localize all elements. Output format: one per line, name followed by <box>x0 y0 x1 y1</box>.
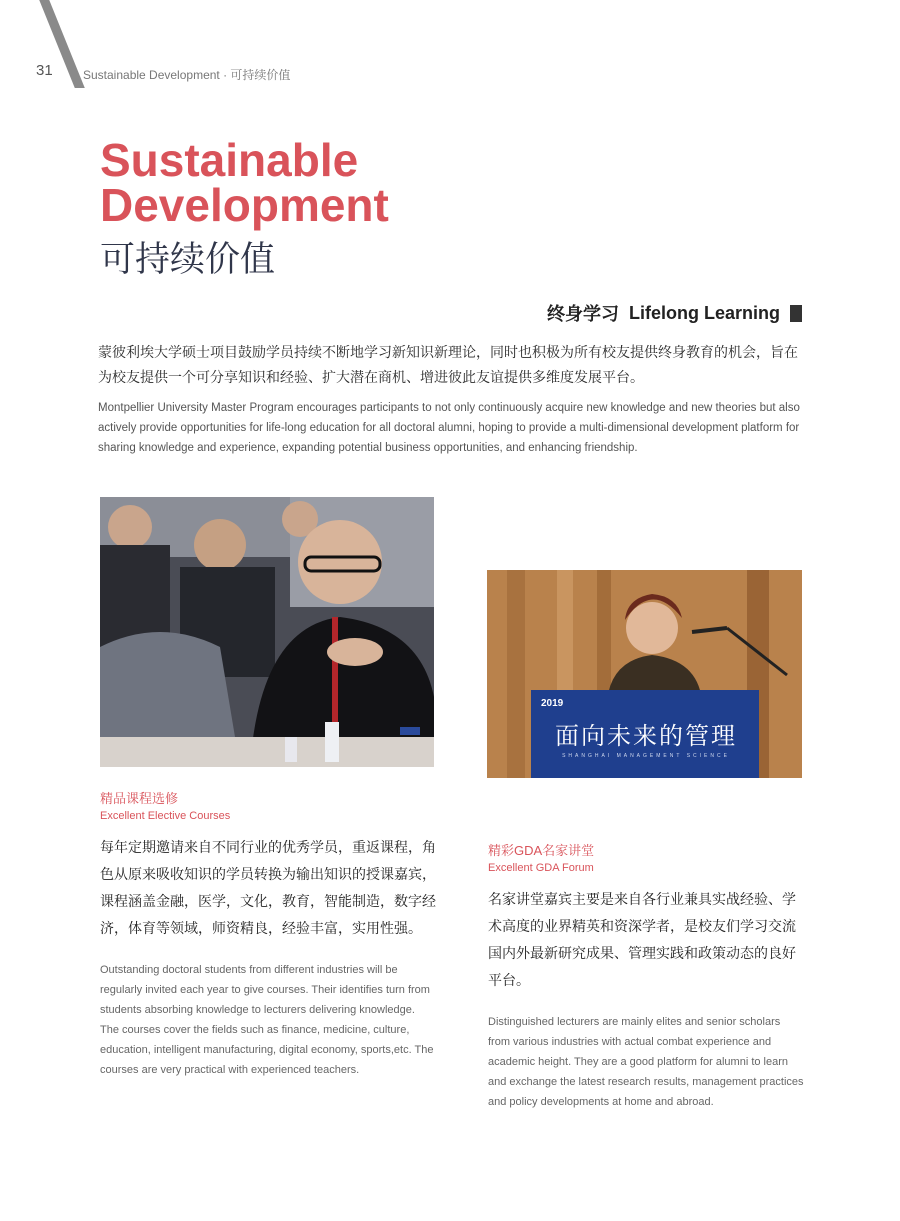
gda-forum-title-cn: 精彩GDA名家讲堂 <box>488 843 595 858</box>
page-title-cn: 可持续价值 <box>100 240 276 280</box>
classroom-speaker-photo <box>100 497 434 767</box>
gda-forum-title-en: Excellent GDA Forum <box>488 862 594 874</box>
elective-courses-body-en: Outstanding doctoral students from different industries will be regularly invited each year to give courses. Their identifies turn from students absorbing knowledge to lecturers delivering knowledge. The courses cover the fields such as finance, medicine, culture, education, intelligent manufacturing, digital economy, sports,etc. The courses are very practical with experienced teachers. <box>100 964 434 1076</box>
section-heading-cn: 终身学习 <box>547 304 619 324</box>
podium-banner-text: 面向未来的管理 <box>555 722 737 750</box>
gda-forum-body-cn: 名家讲堂嘉宾主要是来自各行业兼具实战经验、学术高度的业界精英和资深学者，是校友们学习交流国内外最新研究成果、管理实践和政策动态的良好平台。 <box>488 891 796 988</box>
section-heading <box>547 300 802 326</box>
classroom-photo-illustration <box>100 497 434 767</box>
elective-courses-body-cn: 每年定期邀请来自不同行业的优秀学员，重返课程，角色从原来吸收知识的学员转换为输出知识的授课嘉宾，课程涵盖金融，医学，文化，教育，智能制造，数字经济，体育等领域，师资精良，经验丰富，实用性强。 <box>100 839 436 936</box>
gda-forum-body-en: Distinguished lecturers are mainly elites and senior scholars from various industries with actual combat experience and academic height. They are a good platform for alumni to learn and exchange the latest research results, management practices and policy developments at home and abroad. <box>488 1016 804 1108</box>
intro-paragraph-cn: 蒙彼利埃大学硕士项目鼓励学员持续不断地学习新知识新理论，同时也积极为所有校友提供终身教育的机会，旨在为校友提供一个可分享知识和经验、扩大潜在商机、增进彼此友谊提供多维度发展平台。 <box>98 344 798 385</box>
page-title-en-line2: Development <box>100 179 389 231</box>
page-title-en-line1: Sustainable <box>100 134 359 186</box>
running-title: Sustainable Development · 可持续价值 <box>83 68 291 82</box>
intro-paragraph-en: Montpellier University Master Program encourages participants to not only continuously acquire new knowledge and new theories but also actively provide opportunities for life-long education for all doctoral alumni, hoping to provide a multi-dimensional development platform for sharing knowledge and experience, expanding potential business opportunities, and enhancing friendship. <box>98 402 800 454</box>
forum-lecturer-photo <box>487 570 802 778</box>
heading-square-icon <box>790 305 802 322</box>
section-heading-en: Lifelong Learning <box>629 302 780 323</box>
page-title-en <box>100 134 389 231</box>
podium-year: 2019 <box>541 698 564 709</box>
elective-courses-block <box>100 788 436 1080</box>
podium-strip-text: SHANGHAI MANAGEMENT SCIENCE <box>562 753 730 759</box>
elective-courses-title-cn: 精品课程选修 <box>100 791 179 806</box>
page-number: 31 <box>36 62 53 79</box>
elective-courses-title-en: Excellent Elective Courses <box>100 810 231 822</box>
gda-forum-block <box>488 840 804 1112</box>
